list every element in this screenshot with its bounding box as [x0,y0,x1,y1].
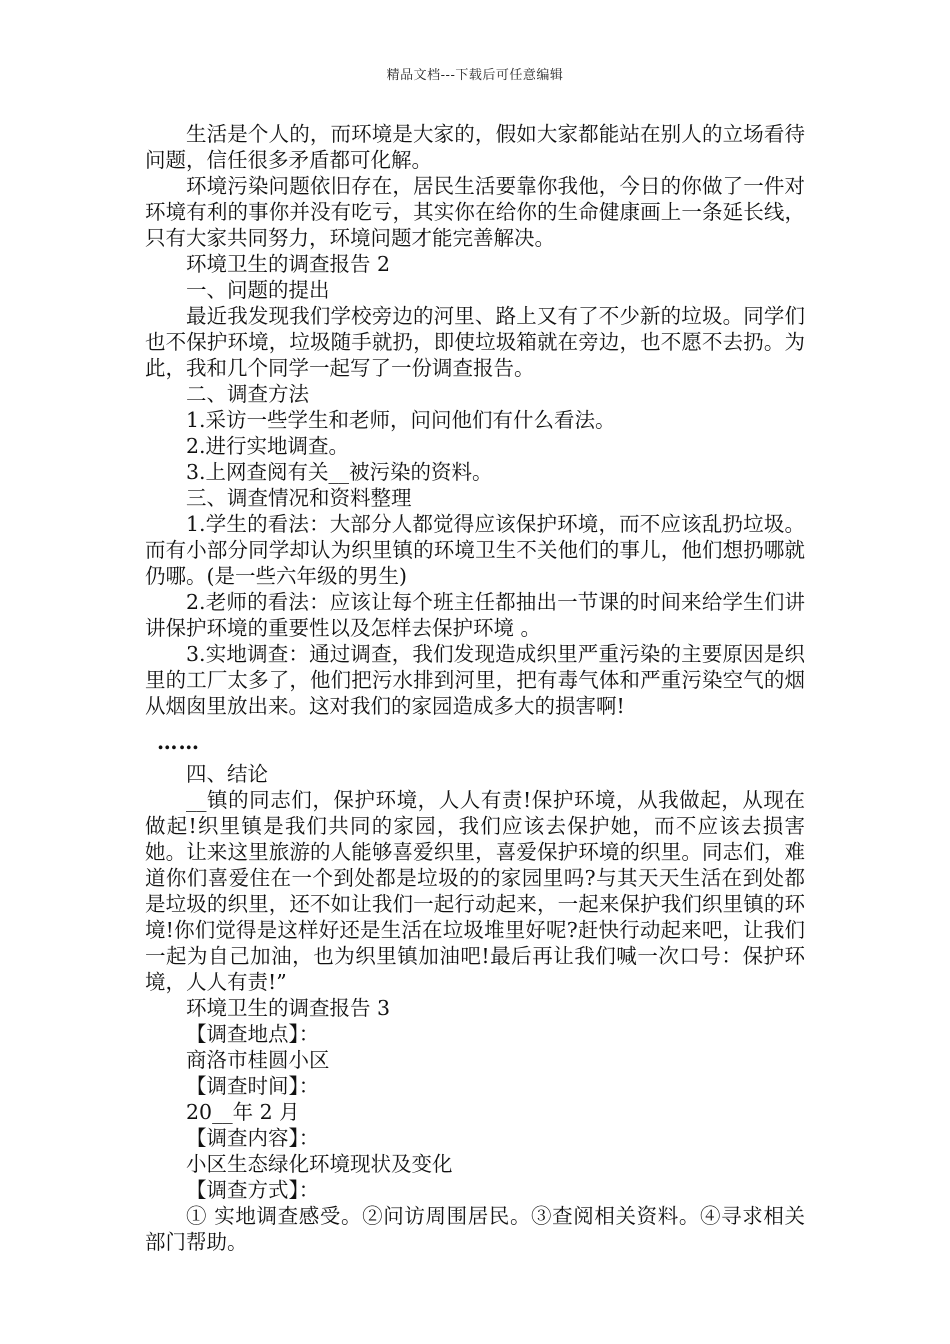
ellipsis: …… [157,730,200,754]
list-item: 2.老师的看法：应该让每个班主任都抽出一节课的时间来给学生们讲讲保护环境的重要性以及怎样去保护环境 。 [145,590,805,640]
field-value: 小区生态绿化环境现状及变化 [186,1152,453,1176]
field-value: 20__年 2 月 [186,1100,300,1124]
field-label: 【调查内容】： [186,1126,320,1150]
list-item: 1.采访一些学生和老师，问问他们有什么看法。 [186,408,616,432]
field-label: 【调查地点】： [186,1022,320,1046]
list-item: 3.上网查阅有关__被污染的资料。 [186,460,493,484]
paragraph: 最近我发现我们学校旁边的河里、路上又有了不少新的垃圾。同学们也不保护环境，垃圾随手就扔，即使垃圾箱就在旁边，也不愿不去扔。为此，我和几个同学一起写了一份调查报告。 [145,304,805,380]
paragraph: 生活是个人的，而环境是大家的，假如大家都能站在别人的立场看待问题，信任很多矛盾都可化解。 [145,122,805,172]
heading: 二、调查方法 [186,382,309,406]
list-item: 1.学生的看法：大部分人都觉得应该保护环境，而不应该乱扔垃圾。而有小部分同学却认为织里镇的环境卫生不关他们的事儿，他们想扔哪就仍哪。(是一些六年级的男生) [145,512,805,588]
paragraph: 环境污染问题依旧存在，居民生活要靠你我他，今日的你做了一件对环境有利的事你并没有吃亏，其实你在给你的生命健康画上一条延长线，只有大家共同努力，环境问题才能完善解决。 [145,174,805,250]
document-body [145,121,805,1255]
page-header: 精品文档---下载后可任意编辑 [386,68,564,83]
heading: 四、结论 [186,762,268,786]
list-item: 2.进行实地调查。 [186,434,350,458]
field-label: 【调查方式】： [186,1178,320,1202]
section-title: 环境卫生的调查报告 3 [186,996,391,1020]
paragraph: ① 实地调查感受。②问访周围居民。③查阅相关资料。④寻求相关部门帮助。 [145,1204,805,1254]
paragraph: __镇的同志们，保护环境，人人有责!保护环境，从我做起，从现在做起!织里镇是我们共同的家园，我们应该去保护她，而不应该去损害她。让来这里旅游的人能够喜爱织里，喜爱保护环境的织里。同志们，难道你们喜爱住在一个到处都是垃圾的的家园里吗?与其天天生活在到处都是垃圾的织里，还不如让我们一起行动起来，一起来保护我们织里镇的环境!你们觉得是这样好还是生活在垃圾堆里好呢?赶快行动起来吧，让我们一起为自己加油，也为织里镇加油吧!最后再让我们喊一次口号：保护环境，人人有责!” [145,788,805,994]
heading: 三、调查情况和资料整理 [186,486,412,510]
heading: 一、问题的提出 [186,278,330,302]
list-item: 3.实地调查：通过调查，我们发现造成织里严重污染的主要原因是织里的工厂太多了，他们把污水排到河里，把有毒气体和严重污染空气的烟从烟囱里放出来。这对我们的家园造成多大的损害啊! [145,642,805,718]
field-value: 商洛市桂圆小区 [186,1048,330,1072]
section-title: 环境卫生的调查报告 2 [186,252,391,276]
field-label: 【调查时间】： [186,1074,320,1098]
